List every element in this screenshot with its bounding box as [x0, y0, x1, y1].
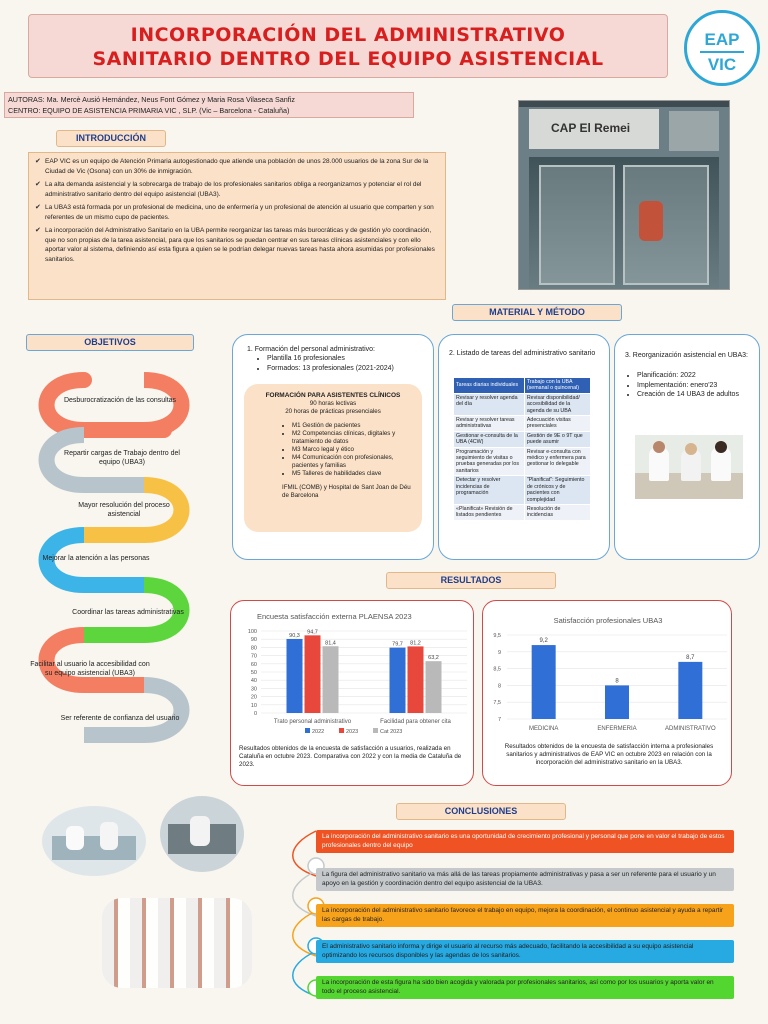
legend-swatch [373, 728, 378, 733]
logo-top-text: EAP [704, 30, 740, 49]
method-col-3 [614, 334, 760, 560]
method-col3-item: • Implementación: enero'23 [637, 381, 755, 391]
table-row [454, 447, 591, 476]
bar [426, 661, 442, 713]
method-col3-item: • Planificación: 2022 [637, 371, 755, 381]
y-tick-label: 60 [250, 661, 257, 668]
authors-box [4, 92, 414, 118]
conclusion-item: La incorporación del administrativo sanitario es una oportunidad de crecimiento profesional y personal que pone en valor el trabajo de estos profesionales dentro del equipo [316, 830, 734, 853]
intro-item [35, 226, 439, 264]
table-cell: Resolución de incidencias [524, 504, 590, 520]
table-header: Trabajo con la UBA (semanal o quincenal) [524, 378, 590, 394]
check-icon: ✔ [35, 227, 41, 234]
legend-swatch [339, 728, 344, 733]
legend-label: 2022 [312, 729, 325, 735]
bar [287, 639, 303, 713]
intro-header: INTRODUCCIÓN [56, 130, 166, 147]
table-cell: Revisar disponibilidad/ accesibilidad de la agenda de su UBA [524, 393, 590, 415]
office-photo-1 [42, 806, 146, 876]
flow-arc-1b [144, 380, 182, 430]
y-tick-label: 20 [250, 694, 257, 701]
conclusion-item: La incorporación del administrativo sanitario favorece el trabajo en equipo, mejora la coordinación, el continuo asistencial y ayuda a repartir las cargas de trabajo. [316, 904, 734, 927]
data-label: 90,3 [289, 632, 300, 639]
professional-satisfaction-chart [483, 601, 733, 741]
conclusion-item: El administrativo sanitario informa y dirige el usuario al recurso más adecuado, facilitando la accesibilidad a su equipo asistencial optimizando los recursos disponibles y las agendas de los sanitarios. [316, 940, 734, 963]
training-hours-1: 90 horas lectivas [309, 400, 357, 407]
results-header: RESULTADOS [386, 572, 556, 589]
training-box [244, 384, 422, 532]
y-tick-label: 70 [250, 653, 257, 660]
table-cell: "Planificat": Seguimiento de crónicos y de pacientes con complejidad [524, 476, 590, 505]
conclusion-item: La incorporación de esta figura ha sido bien acogida y valorada por profesionales sanitarios, así como por los usuarios y aporta valor en todo el proceso asistencial. [316, 976, 734, 999]
title-line-1: INCORPORACIÓN DEL ADMINISTRATIVO [130, 24, 566, 46]
intro-item [35, 180, 439, 199]
bar [605, 685, 629, 719]
data-label: 8 [615, 678, 619, 685]
bar [532, 645, 556, 719]
data-label: 8,7 [686, 654, 695, 661]
title-line-2: SANITARIO DENTRO DEL EQUIPO ASISTENCIAL [92, 48, 604, 70]
method-header: MATERIAL Y MÉTODO [452, 304, 622, 321]
x-tick-label: MEDICINA [528, 726, 559, 732]
y-tick-label: 40 [250, 678, 257, 685]
training-module: • M1 Gestión de pacientes [292, 422, 412, 430]
y-tick-label: 7 [497, 717, 501, 723]
y-tick-label: 10 [250, 702, 257, 709]
center-text: CENTRO: EQUIPO DE ASISTENCIA PRIMARIA VIC , SLP. (Vic – Barcelona - Cataluña) [8, 106, 290, 115]
training-module: • M2 Competencias clínicas, digitales y tratamiento de datos [292, 430, 412, 446]
method-col-2 [438, 334, 610, 560]
training-module: • M3 Marco legal y ético [292, 446, 412, 454]
table-row [454, 431, 591, 447]
intro-item-text: EAP VIC es un equipo de Atención Primaria autogestionado que atiende una población de unos 28.000 usuarios de la zona Sur de la Ciudad de Vic (Osona) con un 30% de inmigración. [45, 158, 429, 175]
legend-label: Cat 2023 [380, 729, 403, 735]
building-sign-text: CAP El Remei [551, 121, 631, 135]
results-chart-1-box [230, 600, 474, 786]
method-col1-item: • Plantilla 16 profesionales [267, 354, 432, 364]
data-label: 94,7 [307, 629, 318, 636]
external-satisfaction-chart [231, 601, 475, 751]
table-cell: Programación y seguimiento de visitas o pruebas generadas por los sanitarios [454, 447, 525, 476]
legend-label: 2023 [346, 729, 359, 735]
data-label: 9,2 [539, 638, 548, 645]
y-tick-label: 7,5 [493, 700, 501, 707]
check-icon: ✔ [35, 158, 41, 165]
bar [408, 646, 424, 713]
intro-item-text: La incorporación del Administrativo Sanitario en la UBA permite reorganizar las tareas más burocráticas y de gestión y/o coordinación, que no son propias de la tarea asistencial, para que los sanitarios se puedan centrar en sus tareas clínicas asistenciales y con ello aportar valor al sistema, definiendo así esta figura a quien se le podrían delegar nuevas tareas hasta ahora asumidas por profesionales sanitarios. [45, 227, 435, 263]
logo-divider [700, 51, 744, 53]
y-tick-label: 100 [247, 629, 257, 635]
y-tick-label: 8,5 [493, 666, 501, 673]
table-row [454, 416, 591, 432]
bar [323, 646, 339, 713]
table-cell: Revisar y resolver tareas administrativas [454, 416, 525, 432]
table-row [454, 393, 591, 415]
table-cell: Revisar e-consulta con médico y enfermera para gestionar lo delegable [524, 447, 590, 476]
y-tick-label: 9 [497, 649, 501, 656]
table-row [454, 504, 591, 520]
logo-bottom-text: VIC [707, 55, 737, 74]
table-cell: Revisar y resolver agenda del día [454, 393, 525, 415]
objective-item: Mejorar la atención a las personas [42, 555, 150, 562]
results-caption-2: Resultados obtenidos de la encuesta de satisfacción interna a profesionales sanitarios y administrativos de EAP VIC en octubre 2023 en relación con la incorporación del administrativo sanitario en la UBA3. [504, 743, 714, 766]
y-tick-label: 50 [250, 670, 257, 676]
intro-box [28, 152, 446, 300]
check-icon: ✔ [35, 181, 41, 188]
table-cell: Gestión de 9E o 9T que puede asumir [524, 431, 590, 447]
y-tick-label: 9,5 [493, 633, 501, 639]
x-tick-label: ADMINISTRATIVO [665, 726, 716, 732]
bar [678, 662, 702, 719]
table-cell: Detectar y resolver incidencias de programación [454, 476, 525, 505]
results-chart-2-box [482, 600, 732, 786]
method-col1-title: 1. Formación del personal administrativo: [247, 346, 376, 353]
data-label: 81,4 [325, 640, 336, 647]
data-label: 79,7 [392, 641, 403, 648]
training-hours-2: 20 horas de prácticas presenciales [285, 408, 381, 415]
table-cell: «Planificat» Revisión de listados pendientes [454, 504, 525, 520]
intro-item [35, 157, 439, 176]
conclusion-item: La figura del administrativo sanitario va más allá de las tareas propiamente administrativas y pasa a ser un referente para el usuario y un apoyo en la gestión y coordinación dentro del equipo asistencial de la UBA3. [316, 868, 734, 891]
objective-item: Ser referente de confianza del usuario [60, 715, 180, 722]
office-photo-2 [160, 796, 244, 872]
chart-title: Encuesta satisfacción externa PLAENSA 2023 [257, 612, 412, 621]
method-col1-item: • Formados: 13 profesionales (2021-2024) [267, 364, 432, 374]
intro-item-text: La alta demanda asistencial y la sobrecarga de trabajo de los profesionales sanitarios obliga a reorganizarnos y potenciar el rol del administrativo sanitario dentro del equipo asistencial (UBA3). [45, 181, 422, 198]
x-tick-label: Facilidad para obtener cita [380, 719, 451, 725]
y-tick-label: 8 [497, 683, 501, 690]
objective-item: Facilitar al usuario la accesibilidad con su equipo asistencial (UBA3) [30, 661, 150, 677]
table-cell: Gestionar e-consulta de la UBA (4CW) [454, 431, 525, 447]
data-label: 63,2 [428, 655, 439, 662]
eap-vic-logo [684, 10, 760, 86]
table-row [454, 476, 591, 505]
results-caption-1: Resultados obtenidos de la encuesta de satisfacción a usuarios, realizada en Cataluña en octubre 2023. Comparativa con 2022 y con la media de Cataluña de 2023. [239, 745, 462, 768]
intro-item [35, 203, 439, 222]
method-col3-item: • Creación de 14 UBA3 de adultos [637, 390, 755, 400]
x-tick-label: Trato personal administrativo [273, 719, 352, 725]
y-tick-label: 30 [250, 686, 257, 693]
bar [305, 635, 321, 713]
authors-text: AUTORAS: Ma. Mercè Ausió Hernández, Neus Font Gómez y Maria Rosa Vilaseca Sanfiz [8, 95, 295, 104]
bar [390, 648, 406, 713]
y-tick-label: 90 [250, 637, 257, 644]
chart-title: Satisfacción profesionales UBA3 [553, 616, 663, 625]
objectives-header: OBJETIVOS [26, 334, 194, 351]
objective-item: Mayor resolución del proceso asistencial [78, 502, 170, 518]
method-col3-title: 3. Reorganización asistencial en UBA3: [625, 352, 748, 359]
method-col2-title: 2. Listado de tareas del administrativo sanitario [449, 350, 596, 357]
legend-swatch [305, 728, 310, 733]
training-module: • M5 Talleres de habilidades clave [292, 470, 412, 478]
training-org: IFMIL (COMB) y Hospital de Sant Joan de Déu de Barcelona [282, 484, 411, 499]
check-icon: ✔ [35, 204, 41, 211]
poster-title-box [28, 14, 668, 78]
conclusions-header: CONCLUSIONES [396, 803, 566, 820]
training-title: FORMACIÓN PARA ASISTENTES CLÍNICOS [265, 392, 401, 399]
objective-item: Repartir cargas de Trabajo dentro del equipo (UBA3) [64, 450, 180, 466]
data-label: 81,2 [410, 640, 421, 647]
objective-item: Coordinar las tareas administrativas [72, 609, 184, 616]
y-tick-label: 80 [250, 645, 257, 652]
table-header: Tareas diarias individuales [454, 378, 525, 394]
x-tick-label: ENFERMERIA [597, 726, 637, 732]
table-cell: Adecuación visitas presenciales [524, 416, 590, 432]
team-collage-photo [82, 888, 272, 998]
tasks-table [453, 377, 591, 521]
cap-building-photo [518, 100, 730, 290]
objective-item: Desburocratización de las consultas [63, 397, 177, 404]
team-photo [635, 435, 743, 499]
training-module: • M4 Comunicación con profesionales, pacientes y familias [292, 454, 412, 470]
building-sign [529, 109, 659, 149]
intro-item-text: La UBA3 está formada por un profesional de medicina, uno de enfermería y un profesional de atención al usuario que comparten y son referentes de un mismo cupo de pacientes. [45, 204, 434, 221]
y-tick-label: 0 [253, 711, 257, 717]
